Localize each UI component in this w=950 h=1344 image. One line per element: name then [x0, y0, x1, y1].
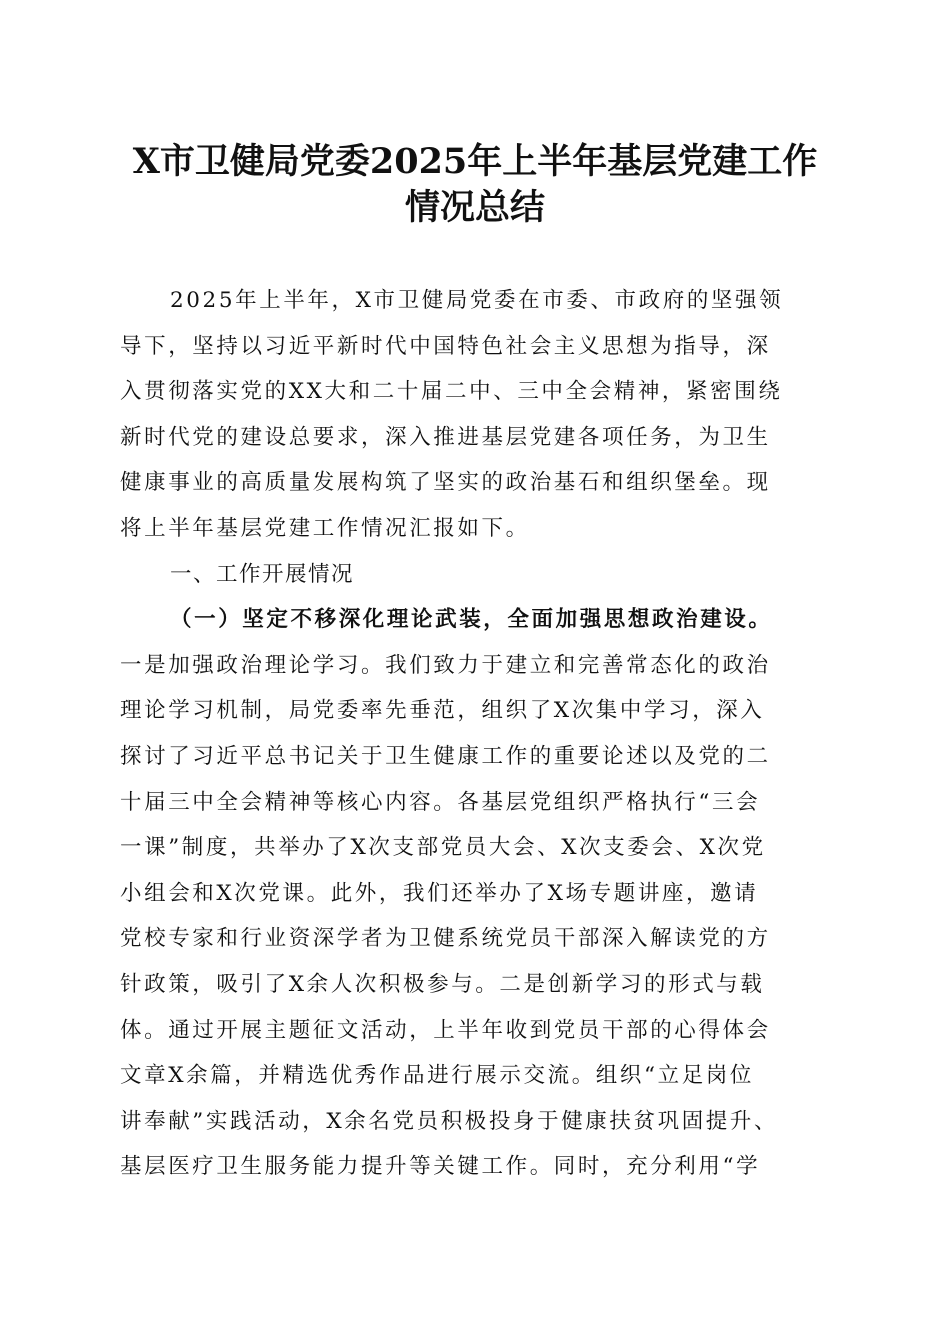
body-line: 党校专家和行业资深学者为卫健系统党员干部深入解读党的方 [120, 926, 771, 952]
body-line: 将上半年基层党建工作情况汇报如下。 [120, 515, 530, 541]
body-line: 入贯彻落实党的XX大和二十届二中、三中全会精神，紧密围绕 [120, 379, 783, 405]
body-line: 新时代党的建设总要求，深入推进基层党建各项任务，为卫生 [120, 424, 771, 450]
section-heading: 一、工作开展情况 [170, 561, 355, 587]
body-line: 体。通过开展主题征文活动，上半年收到党员干部的心得体会 [120, 1017, 771, 1043]
body-line: 探讨了习近平总书记关于卫生健康工作的重要论述以及党的二 [120, 743, 771, 769]
document-title-line-1: X市卫健局党委2025年上半年基层党建工作 [132, 141, 818, 182]
document-body [120, 278, 835, 1190]
body-line: 健康事业的高质量发展构筑了坚实的政治基石和组织堡垒。现 [120, 470, 771, 496]
body-line: 基层医疗卫生服务能力提升等关键工作。同时，充分利用“学 [120, 1154, 761, 1180]
body-line: 理论学习机制，局党委率先垂范，组织了X次集中学习，深入 [120, 698, 765, 724]
body-line: 讲奉献”实践活动，X余名党员积极投身于健康扶贫巩固提升、 [120, 1108, 779, 1134]
subsection-heading: （一）坚定不移深化理论武装，全面加强思想政治建设。 [170, 607, 773, 633]
document-title-line-2: 情况总结 [404, 187, 545, 228]
body-line: 针政策，吸引了X余人次积极参与。二是创新学习的形式与载 [120, 971, 765, 997]
body-line: 文章X余篇，并精选优秀作品进行展示交流。组织“立足岗位 [120, 1063, 754, 1089]
body-line: 十届三中全会精神等核心内容。各基层党组织严格执行“三会 [120, 789, 761, 815]
body-line: 一是加强政治理论学习。我们致力于建立和完善常态化的政治 [120, 652, 771, 678]
body-line: 2025年上半年，X市卫健局党委在市委、市政府的坚强领 [170, 288, 784, 313]
body-line: 导下，坚持以习近平新时代中国特色社会主义思想为指导，深 [120, 333, 771, 359]
body-line: 小组会和X次党课。此外，我们还举办了X场专题讲座，邀请 [120, 880, 759, 906]
body-line: 一课”制度，共举办了X次支部党员大会、X次支委会、X次党 [120, 835, 766, 861]
